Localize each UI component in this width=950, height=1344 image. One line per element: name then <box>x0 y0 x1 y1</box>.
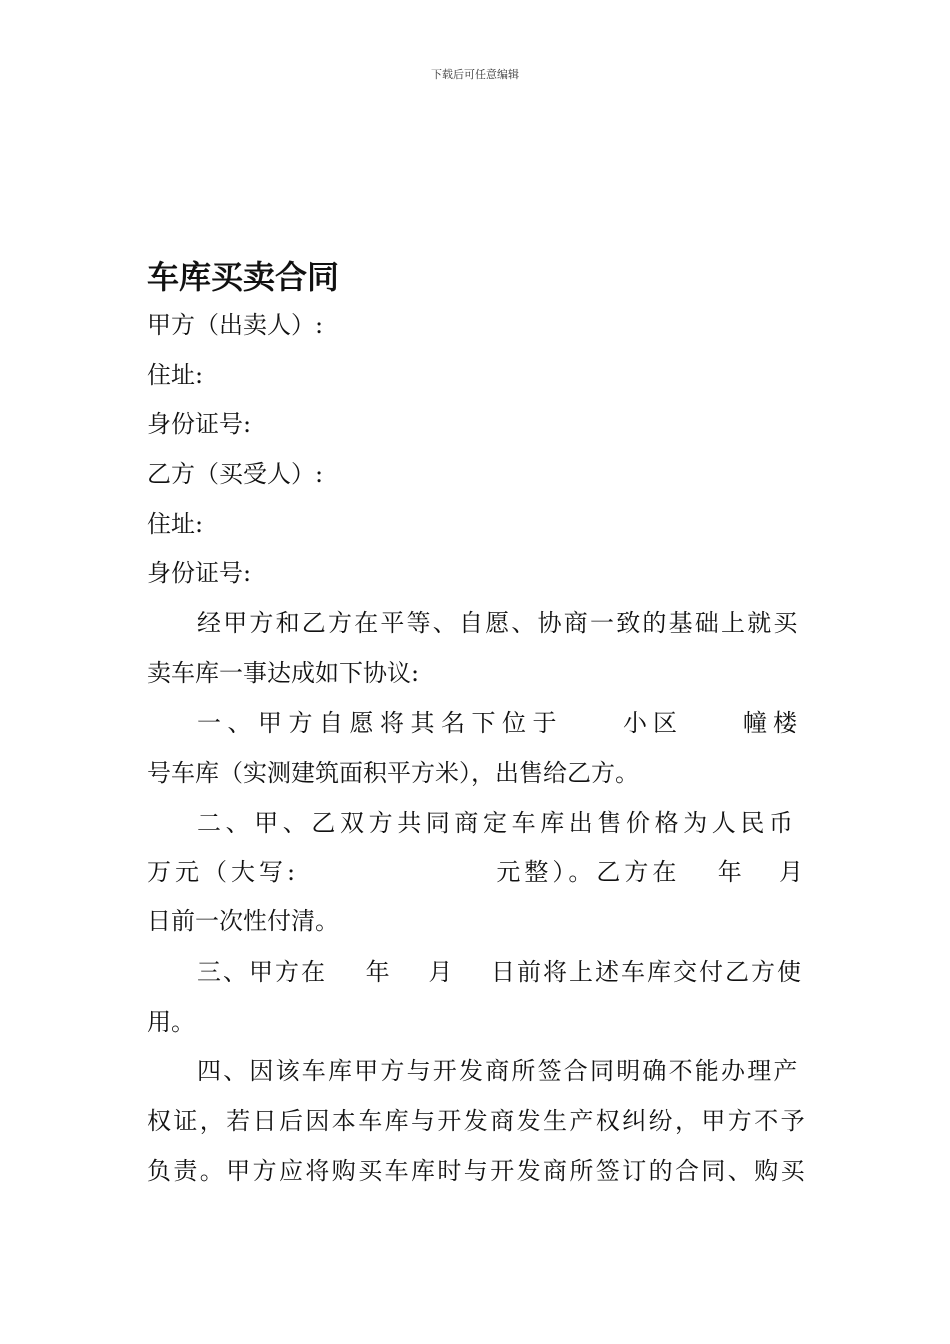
clause-3-text-a: 三、甲方在 <box>197 958 327 986</box>
party-b-address: 住址: <box>147 510 204 538</box>
clause-3-text-d: 日前将上述车库交付乙方使 <box>490 958 803 986</box>
clause-2-text-c: 年 <box>717 858 742 886</box>
clause-3-text-b: 年 <box>365 958 390 986</box>
clause-1-text-b: 小区 <box>623 709 683 737</box>
document-title: 车库买卖合同 <box>147 258 340 296</box>
clause-3-text-c: 月 <box>428 958 453 986</box>
clause-2-line-3: 日前一次性付清。 <box>147 907 339 935</box>
party-b-id-number: 身份证号: <box>147 559 252 587</box>
clause-2-line-1: 二、甲、乙双方共同商定车库出售价格为人民币 <box>197 809 798 837</box>
clause-4-line-3: 负责。甲方应将购买车库时与开发商所签订的合同、购买 <box>147 1157 807 1185</box>
intro-line-2: 卖车库一事达成如下协议: <box>147 659 420 687</box>
clause-2-line-2 <box>147 857 803 887</box>
clause-1-line-1 <box>197 708 803 738</box>
clause-3-line-1 <box>197 957 803 987</box>
intro-line-1: 经甲方和乙方在平等、自愿、协商一致的基础上就买 <box>197 609 800 637</box>
party-b-label: 乙方（买受人）: <box>147 460 324 488</box>
clause-1-text-a: 一、甲方自愿将其名下位于 <box>197 709 563 737</box>
clause-4-line-1: 四、因该车库甲方与开发商所签合同明确不能办理产 <box>197 1057 800 1085</box>
party-a-id-number: 身份证号: <box>147 410 252 438</box>
clause-1-text-c: 幢楼 <box>743 709 803 737</box>
clause-4-line-2: 权证，若日后因本车库与开发商发生产权纠纷，甲方不予 <box>147 1107 807 1135</box>
party-a-address: 住址: <box>147 361 204 389</box>
clause-2-text-d: 月 <box>778 858 803 886</box>
clause-1-line-2: 号车库（实测建筑面积平方米），出售给乙方。 <box>147 759 639 787</box>
header-note: 下载后可任意编辑 <box>431 68 519 81</box>
clause-2-text-a: 万元（大写: <box>147 858 300 886</box>
party-a-label: 甲方（出卖人）: <box>147 311 324 339</box>
clause-2-text-b: 元整）。乙方在 <box>496 858 681 886</box>
clause-3-line-2: 用。 <box>147 1008 195 1036</box>
